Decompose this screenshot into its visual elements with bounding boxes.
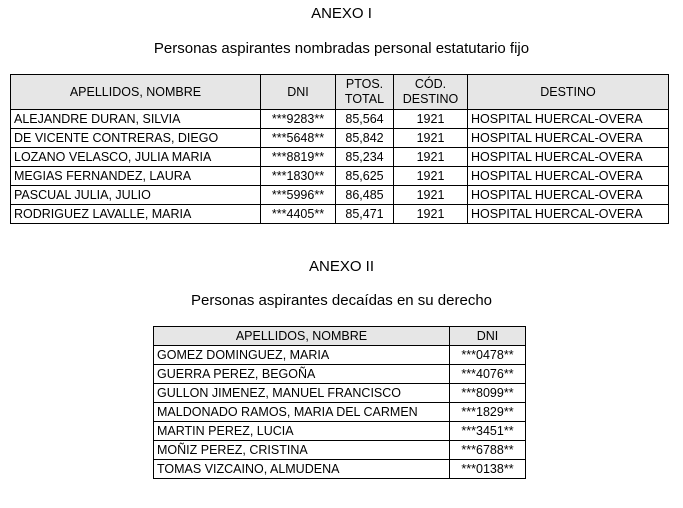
cell-name: MARTIN PEREZ, LUCIA	[154, 422, 450, 441]
cell-name: ALEJANDRE DURAN, SILVIA	[11, 110, 261, 129]
table-row	[154, 441, 526, 460]
annex1-heading: ANEXO I	[311, 5, 372, 22]
cell-dni: ***6788**	[450, 441, 526, 460]
cell-name: MALDONADO RAMOS, MARIA DEL CARMEN	[154, 403, 450, 422]
cell-dni: ***4405**	[261, 205, 336, 224]
col-header-ptos-line1: PTOS.	[345, 77, 384, 91]
table-row	[11, 205, 669, 224]
cell-cod: 1921	[394, 129, 468, 148]
cell-name: TOMAS VIZCAINO, ALMUDENA	[154, 460, 450, 479]
cell-name: GUERRA PEREZ, BEGOÑA	[154, 365, 450, 384]
annex1-subtitle: Personas aspirantes nombradas personal estatutario fijo	[153, 40, 530, 57]
annex2-table	[153, 326, 526, 479]
table-row	[154, 422, 526, 441]
cell-name: MOÑIZ PEREZ, CRISTINA	[154, 441, 450, 460]
annex2-header-row	[154, 327, 526, 346]
cell-destino: HOSPITAL HUERCAL-OVERA	[468, 110, 669, 129]
cell-dni: ***1829**	[450, 403, 526, 422]
annex2-heading: ANEXO II	[308, 258, 375, 275]
cell-dni: ***9283**	[261, 110, 336, 129]
cell-name: PASCUAL JULIA, JULIO	[11, 186, 261, 205]
table-row	[11, 167, 669, 186]
cell-dni: ***3451**	[450, 422, 526, 441]
col-header-destino: DESTINO	[468, 75, 669, 110]
cell-destino: HOSPITAL HUERCAL-OVERA	[468, 186, 669, 205]
table-row	[11, 110, 669, 129]
col-header-name: APELLIDOS, NOMBRE	[11, 75, 261, 110]
cell-cod: 1921	[394, 186, 468, 205]
cell-destino: HOSPITAL HUERCAL-OVERA	[468, 129, 669, 148]
table-row	[154, 365, 526, 384]
table-row	[11, 129, 669, 148]
table-row	[154, 346, 526, 365]
cell-ptos: 85,564	[336, 110, 394, 129]
col-header-name: APELLIDOS, NOMBRE	[154, 327, 450, 346]
col-header-cod-line1: CÓD.	[414, 77, 447, 91]
table-row	[11, 186, 669, 205]
annex1-table	[10, 74, 669, 224]
col-header-cod-destino	[394, 75, 468, 110]
col-header-cod-line2: DESTINO	[402, 92, 459, 106]
cell-name: RODRIGUEZ LAVALLE, MARIA	[11, 205, 261, 224]
cell-dni: ***8819**	[261, 148, 336, 167]
cell-name: MEGIAS FERNANDEZ, LAURA	[11, 167, 261, 186]
table-row	[154, 460, 526, 479]
annex2-subtitle: Personas aspirantes decaídas en su derecho	[190, 292, 493, 309]
cell-ptos: 85,842	[336, 129, 394, 148]
col-header-dni: DNI	[450, 327, 526, 346]
cell-name: GULLON JIMENEZ, MANUEL FRANCISCO	[154, 384, 450, 403]
table-row	[11, 148, 669, 167]
table-row	[154, 403, 526, 422]
cell-dni: ***0478**	[450, 346, 526, 365]
cell-cod: 1921	[394, 167, 468, 186]
cell-destino: HOSPITAL HUERCAL-OVERA	[468, 167, 669, 186]
cell-name: LOZANO VELASCO, JULIA MARIA	[11, 148, 261, 167]
cell-destino: HOSPITAL HUERCAL-OVERA	[468, 205, 669, 224]
cell-cod: 1921	[394, 148, 468, 167]
cell-dni: ***8099**	[450, 384, 526, 403]
cell-name: DE VICENTE CONTRERAS, DIEGO	[11, 129, 261, 148]
col-header-dni: DNI	[261, 75, 336, 110]
cell-ptos: 86,485	[336, 186, 394, 205]
cell-dni: ***5648**	[261, 129, 336, 148]
cell-destino: HOSPITAL HUERCAL-OVERA	[468, 148, 669, 167]
cell-ptos: 85,625	[336, 167, 394, 186]
col-header-ptos-line2: TOTAL	[344, 92, 385, 106]
cell-dni: ***1830**	[261, 167, 336, 186]
cell-ptos: 85,234	[336, 148, 394, 167]
cell-dni: ***4076**	[450, 365, 526, 384]
cell-cod: 1921	[394, 110, 468, 129]
annex1-header-row	[11, 75, 669, 110]
cell-dni: ***0138**	[450, 460, 526, 479]
cell-name: GOMEZ DOMINGUEZ, MARIA	[154, 346, 450, 365]
cell-cod: 1921	[394, 205, 468, 224]
cell-dni: ***5996**	[261, 186, 336, 205]
col-header-ptos-total	[336, 75, 394, 110]
table-row	[154, 384, 526, 403]
cell-ptos: 85,471	[336, 205, 394, 224]
